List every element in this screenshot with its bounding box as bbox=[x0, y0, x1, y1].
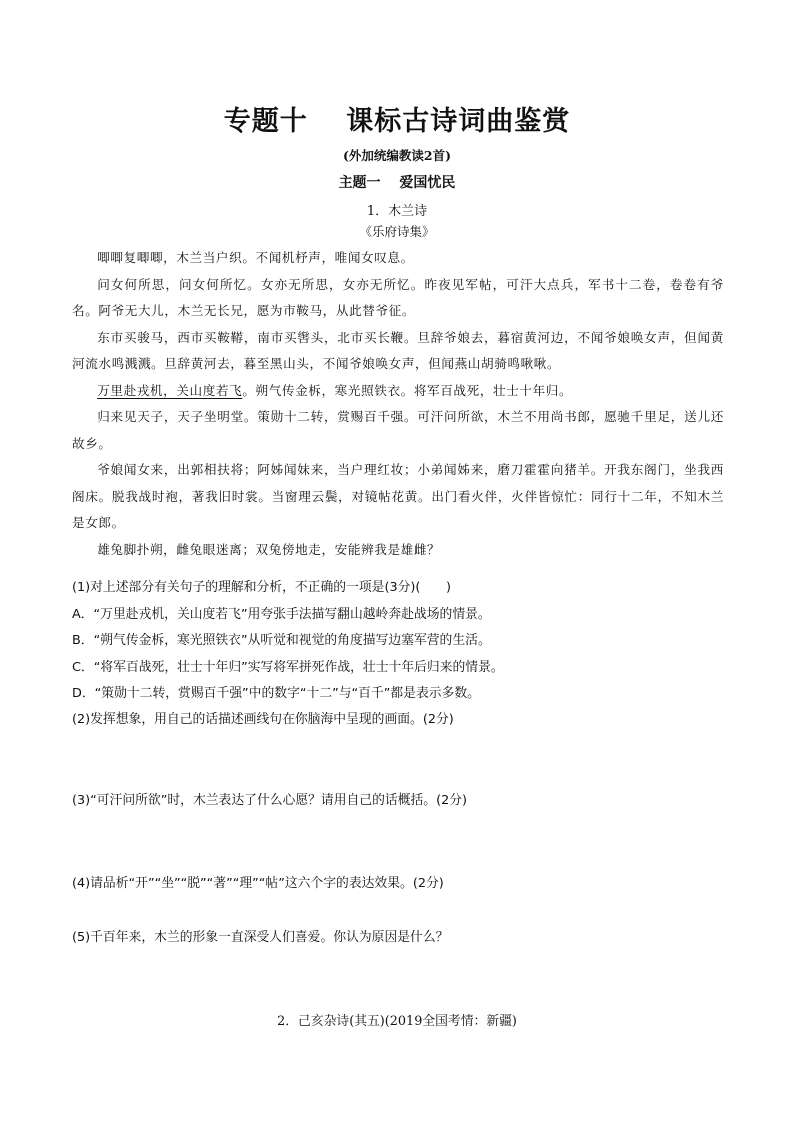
poem-source: 《乐府诗集》 bbox=[359, 224, 435, 239]
underlined-line: 万里赴戎机，关山度若飞 bbox=[97, 382, 243, 398]
option-d: D．“策勋十二转，赏赐百千强”中的数字“十二”与“百千”都是表示多数。 bbox=[72, 686, 480, 701]
poem-paragraph: 东市买骏马，西市买鞍鞯，南市买辔头，北市买长鞭。旦辞爷娘去，暮宿黄河边，不闻爷娘唤女声，但闻黄河流水鸣溅溅。旦辞黄河去，暮至黑山头，不闻爷娘唤女声，但闻燕山胡骑鸣啾啾。 bbox=[72, 329, 724, 371]
poem-paragraph: 雄兔脚扑朔，雌兔眼迷离；双兔傍地走，安能辨我是雄雌？ bbox=[97, 541, 441, 557]
theme-heading: 主题一 爱国忧民 bbox=[338, 175, 456, 191]
poem-paragraph: 问女何所思，问女何所忆。女亦无所思，女亦无所忆。昨夜见军帖，可汗大点兵，军书十二卷，卷卷有爷名。阿爷无大儿，木兰无长兄，愿为市鞍马，从此替爷征。 bbox=[72, 276, 724, 318]
next-poem-title: 2．己亥杂诗(其五)(2019全国考情：新疆) bbox=[277, 1014, 517, 1029]
question-3: (3)“可汗问所欲”时，木兰表达了什么心愿？请用自己的话概括。(2分) bbox=[72, 793, 468, 808]
poem-paragraph: 唧唧复唧唧，木兰当户织。不闻机杼声，唯闻女叹息。 bbox=[97, 250, 414, 265]
poem-paragraph: 归来见天子，天子坐明堂。策勋十二转，赏赐百千强。可汗问所欲，木兰不用尚书郎，愿驰千里足，送儿还故乡。 bbox=[72, 409, 724, 451]
poem-body bbox=[72, 245, 724, 563]
question-2: (2)发挥想象，用自己的话描述画线句在你脑海中呈现的画面。(2分) bbox=[72, 712, 454, 727]
option-b: B．“朔气传金柝，寒光照铁衣”从听觉和视觉的角度描写边塞军营的生活。 bbox=[72, 633, 491, 648]
page-title: 专题十 课标古诗词曲鉴赏 bbox=[223, 106, 571, 137]
question-5: (5)千百年来，木兰的形象一直深受人们喜爱。你认为原因是什么？ bbox=[72, 930, 449, 945]
poem-paragraph-rest: 。朔气传金柝，寒光照铁衣。将军百战死，壮士十年归。 bbox=[242, 382, 573, 398]
question-1-stem: (1)对上述部分有关句子的理解和分析，不正确的一项是(3分)( ) bbox=[72, 580, 451, 595]
poem-paragraph-underlined bbox=[72, 378, 724, 405]
poem-title: 1．木兰诗 bbox=[366, 204, 428, 219]
option-a: A．“万里赴戎机，关山度若飞”用夸张手法描写翻山越岭奔赴战场的情景。 bbox=[72, 606, 491, 622]
page-subtitle: (外加统编教读2首) bbox=[342, 148, 452, 163]
option-c: C．“将军百战死，壮士十年归”实写将军拼死作战，壮士十年后归来的情景。 bbox=[72, 659, 504, 675]
question-4: (4)请品析“开”“坐”“脱”“著”“理”“帖”这六个字的表达效果。(2分) bbox=[72, 876, 444, 891]
question-1 bbox=[72, 575, 732, 708]
poem-paragraph: 爷娘闻女来，出郭相扶将；阿姊闻妹来，当户理红妆；小弟闻姊来，磨刀霍霍向猪羊。开我东阁门，坐我西阁床。脱我战时袍，著我旧时裳。当窗理云鬓，对镜帖花黄。出门看火伴，火伴皆惊忙：同行十二年，不知木兰是女郎。 bbox=[72, 462, 724, 530]
